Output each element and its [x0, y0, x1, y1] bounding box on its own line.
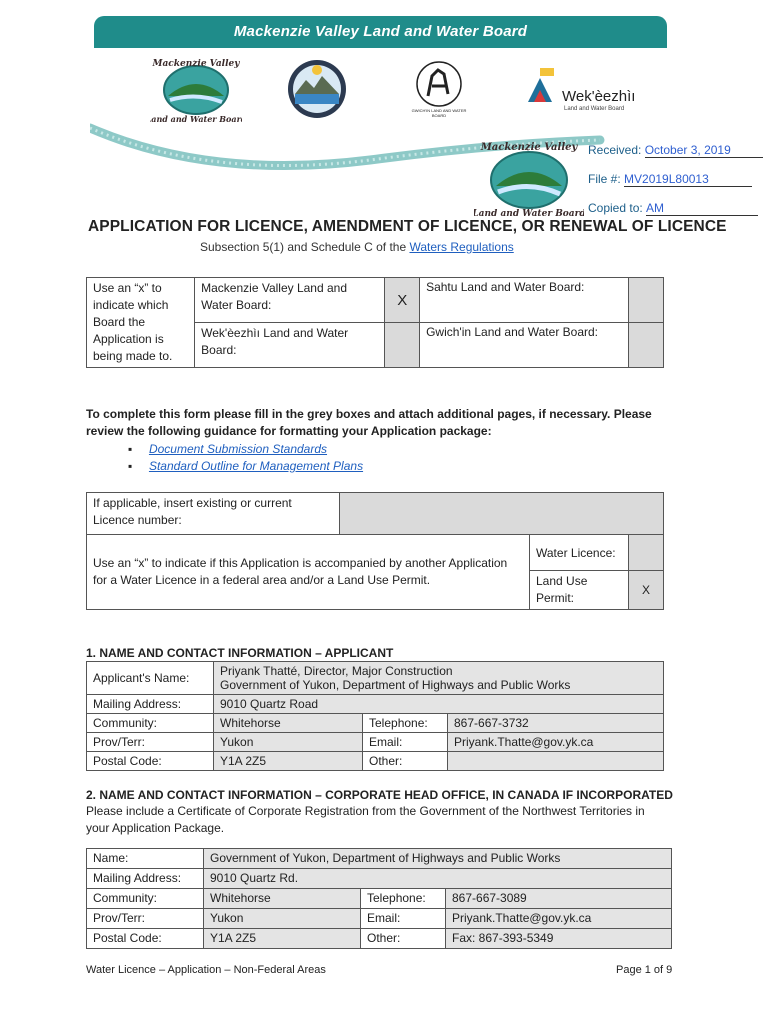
copied-to-label: Copied to:	[588, 201, 643, 215]
gwichin-logo	[410, 58, 468, 122]
water-licence-label: Water Licence:	[530, 535, 629, 571]
wekeezhii-logo-text: Wek'èezhìı	[562, 88, 636, 105]
applicant-postal-value[interactable]: Y1A 2Z5	[214, 752, 363, 771]
office-name-label: Name:	[87, 849, 204, 869]
board-banner: Mackenzie Valley Land and Water Board	[94, 16, 667, 48]
applicant-name-line1: Priyank Thatté, Director, Major Construction	[220, 664, 453, 678]
applicant-community-value[interactable]: Whitehorse	[214, 714, 363, 733]
page-title: APPLICATION FOR LICENCE, AMENDMENT OF LICENCE, OR RENEWAL OF LICENCE	[88, 218, 727, 235]
office-mailing-value[interactable]: 9010 Quartz Rd.	[204, 869, 672, 889]
guidance-links	[128, 441, 363, 475]
applicant-mailing-value[interactable]: 9010 Quartz Road	[214, 695, 664, 714]
office-telephone-value[interactable]: 867-667-3089	[446, 889, 672, 909]
received-field	[588, 143, 763, 158]
board-instruction: Use an “x” to indicate which Board the Application is being made to.	[87, 278, 195, 368]
wekeezhii-logo-sub: Land and Water Board	[564, 106, 625, 112]
applicant-name-label: Applicant's Name:	[87, 662, 214, 695]
copied-to-value: AM	[646, 201, 758, 216]
office-telephone-label: Telephone:	[361, 889, 446, 909]
office-prov-label: Prov/Terr:	[87, 909, 204, 929]
office-postal-value[interactable]: Y1A 2Z5	[204, 929, 361, 949]
applicant-postal-label: Postal Code:	[87, 752, 214, 771]
mvlwb-checkbox[interactable]: X	[385, 278, 420, 323]
head-office-table	[86, 848, 672, 949]
section-1-heading: 1. NAME AND CONTACT INFORMATION – APPLICANT	[86, 646, 394, 660]
wekeezhii-label: Wek'èezhìı Land and Water Board:	[195, 323, 385, 368]
applicant-other-label: Other:	[363, 752, 448, 771]
file-number-field	[588, 172, 752, 187]
gwichin-logo-text: GWICH'IN LAND AND WATER BOARD	[411, 108, 467, 118]
received-value: October 3, 2019	[645, 143, 763, 158]
office-community-value[interactable]: Whitehorse	[204, 889, 361, 909]
existing-licence-input[interactable]	[340, 493, 664, 535]
section-2-heading: 2. NAME AND CONTACT INFORMATION – CORPORATE HEAD OFFICE, IN CANADA IF INCORPORATED	[86, 788, 673, 802]
board-selection-table	[86, 277, 664, 368]
licence-table	[86, 492, 664, 610]
applicant-table	[86, 661, 664, 771]
footer-page-number: Page 1 of 9	[616, 964, 673, 976]
applicant-email-value[interactable]: Priyank.Thatte@gov.yk.ca	[448, 733, 664, 752]
land-use-label: Land Use Permit:	[530, 571, 629, 610]
copied-to-field	[588, 201, 758, 216]
office-other-value[interactable]: Fax: 867-393-5349	[446, 929, 672, 949]
office-postal-label: Postal Code:	[87, 929, 204, 949]
applicant-prov-label: Prov/Terr:	[87, 733, 214, 752]
mvlwb-logo	[150, 52, 242, 124]
office-email-label: Email:	[361, 909, 446, 929]
applicant-telephone-label: Telephone:	[363, 714, 448, 733]
guidance-link-item: ▪ Standard Outline for Management Plans	[128, 459, 364, 473]
applicant-name-value[interactable]	[214, 662, 664, 695]
water-licence-checkbox[interactable]	[629, 535, 664, 571]
mvlwb-stamp-logo	[474, 136, 584, 218]
subtitle-text: Subsection 5(1) and Schedule C of the	[200, 240, 410, 254]
applicant-prov-value[interactable]: Yukon	[214, 733, 363, 752]
guidance-link-item: ▪ Document Submission Standards	[128, 442, 328, 456]
gwichin-label: Gwich'in Land and Water Board:	[420, 323, 629, 368]
office-email-value[interactable]: Priyank.Thatte@gov.yk.ca	[446, 909, 672, 929]
sahtu-label: Sahtu Land and Water Board:	[420, 278, 629, 323]
applicant-telephone-value[interactable]: 867-667-3732	[448, 714, 664, 733]
file-number-label: File #:	[588, 172, 621, 186]
form-instructions: To complete this form please fill in the grey boxes and attach additional pages, if necessary. Please review the following guidance for formatting your Application package:	[86, 407, 652, 438]
gwichin-checkbox[interactable]	[629, 323, 664, 368]
office-name-value[interactable]: Government of Yukon, Department of Highways and Public Works	[204, 849, 672, 869]
applicant-other-value[interactable]	[448, 752, 664, 771]
applicant-name-line2: Government of Yukon, Department of Highways and Public Works	[220, 678, 571, 692]
wekeezhii-checkbox[interactable]	[385, 323, 420, 368]
applicant-email-label: Email:	[363, 733, 448, 752]
file-number-value: MV2019L80013	[624, 172, 752, 187]
svg-text:Mackenzie Valley: Mackenzie Valley	[152, 59, 240, 69]
svg-text:Land and Water Board: Land and Water Board	[474, 209, 584, 218]
office-mailing-label: Mailing Address:	[87, 869, 204, 889]
management-plans-outline-link[interactable]: Standard Outline for Management Plans	[148, 459, 364, 473]
applicant-mailing-label: Mailing Address:	[87, 695, 214, 714]
waters-regulations-link[interactable]: Waters Regulations	[409, 240, 514, 254]
office-prov-value[interactable]: Yukon	[204, 909, 361, 929]
subtitle	[200, 240, 514, 254]
wekeezhii-logo	[520, 64, 670, 116]
sahtu-logo	[286, 58, 348, 120]
document-submission-standards-link[interactable]: Document Submission Standards	[148, 442, 328, 456]
accompanied-label: Use an “x” to indicate if this Application is accompanied by another Application for a Water Licence in a federal area and/or a Land Use Permit.	[87, 535, 530, 610]
existing-licence-label: If applicable, insert existing or current Licence number:	[87, 493, 340, 535]
land-use-checkbox[interactable]: X	[629, 571, 664, 610]
office-community-label: Community:	[87, 889, 204, 909]
svg-text:Land and Water Board: Land and Water Board	[150, 114, 242, 124]
applicant-community-label: Community:	[87, 714, 214, 733]
received-label: Received:	[588, 143, 642, 157]
svg-text:Mackenzie Valley: Mackenzie Valley	[480, 142, 578, 153]
office-other-label: Other:	[361, 929, 446, 949]
sahtu-checkbox[interactable]	[629, 278, 664, 323]
section-2-note: Please include a Certificate of Corporate Registration from the Government of the Northwest Territories in your Application Package.	[86, 804, 645, 835]
mvlwb-label: Mackenzie Valley Land and Water Board:	[195, 278, 385, 323]
footer-document-name: Water Licence – Application – Non-Federal Areas	[86, 964, 326, 976]
